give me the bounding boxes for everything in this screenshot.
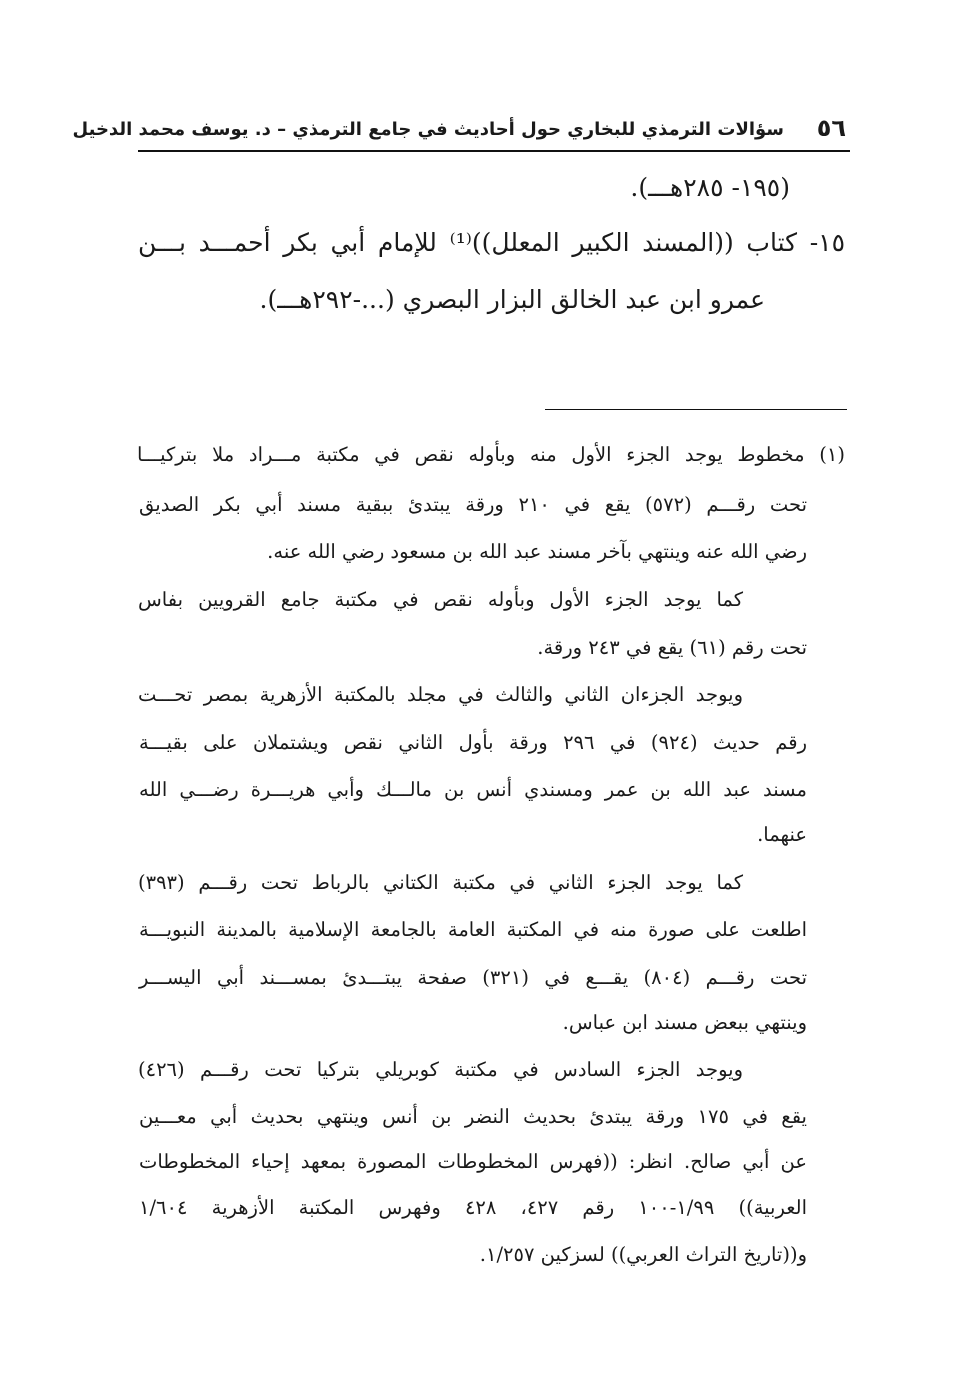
footnote-divider [545, 409, 847, 410]
body-line: (١٩٥- ٢٨٥هـــ). [630, 173, 790, 202]
footnote-line: ويوجد الجزء السادس في مكتبة كوبريلي بتركيا تحت رقـــم (٤٢٦) [138, 1058, 743, 1081]
footnote-line: مسند عبد الله بن عمر ومسندي أنس بن مالـــك وأبي هريـــرة رضـــي الله [139, 778, 807, 801]
footnote-line: كما يوجد الجزء الثاني في مكتبة الكتاني بالرباط تحت رقـــم (٣٩٣) [138, 871, 743, 894]
footnote-line: تحت رقم (٦١) يقع في ٢٤٣ ورقة. [537, 636, 807, 659]
footnote-line: رقم حديث (٩٢٤) في ٢٩٦ ورقة بأول الثاني نقص ويشتملان على بقيـــة [139, 731, 807, 754]
body-line: ١٥- كتاب ((المسند الكبير المعلل))⁽¹⁾ للإمام أبي بكر أحمـــد بـــن [138, 228, 845, 257]
page-number: ٥٦ [816, 114, 846, 142]
footnote-line: تحت رقـــم (٨٠٤) يقـــع في (٣٢١) صفحة يبتـــدئ بمســـند أبي اليســـر [139, 966, 807, 989]
footnote-line: ويوجد الجزءان الثاني والثالث في مجلد بالمكتبة الأزهرية بمصر تحـــت [138, 683, 743, 706]
footnote-line: العربية)) ١/٩٩-١٠٠ رقم ٤٢٧، ٤٢٨ وفهرس المكتبة الأزهرية ١/٦٠٤ [139, 1196, 807, 1219]
footnote-line: وينتهي ببعض مسند ابن عباس. [562, 1011, 807, 1034]
footnote-line: عنهما. [757, 823, 807, 846]
footnote-line: يقع في ١٧٥ ورقة يبتدئ بحديث النضر بن أنس وينتهي بحديث أبي معـــين [139, 1105, 807, 1128]
footnote-line: رضي الله عنه وينتهي بآخر مسند عبد الله بن مسعود رضي الله عنه. [267, 540, 807, 563]
footnote-line: اطلعت على صورة منه في المكتبة العامة بالجامعة الإسلامية بالمدينة النبويـــة [139, 918, 807, 941]
running-title: سؤالات الترمذي للبخاري حول أحاديث في جامع الترمذي – د. يوسف محمد الدخيل [72, 119, 784, 140]
footnote-line: كما يوجد الجزء الأول وبأوله نقص في مكتبة جامع القرويين بفاس [138, 588, 743, 611]
footnote-line: (١) مخطوط يوجد الجزء الأول منه وبأوله نقص في مكتبة مـــراد ملا بتركيـــا [137, 443, 845, 466]
footnote-line: تحت رقـــم (٥٧٢) يقع في ٢١٠ ورقة يبتدئ ببقية مسند أبي بكر الصديق [139, 493, 807, 516]
page-header [72, 110, 850, 152]
footnote-line: و((تاريخ التراث العربي)) لسزكين ١/٢٥٧. [479, 1243, 807, 1266]
footnote-line: عن أبي صالح. انظر: ((فهرس المخطوطات المصورة بمعهد إحياء المخطوطات [139, 1150, 807, 1173]
body-line: عمرو ابن عبد الخالق البزار البصري (...-٢٩٢هـــ). [259, 285, 765, 314]
